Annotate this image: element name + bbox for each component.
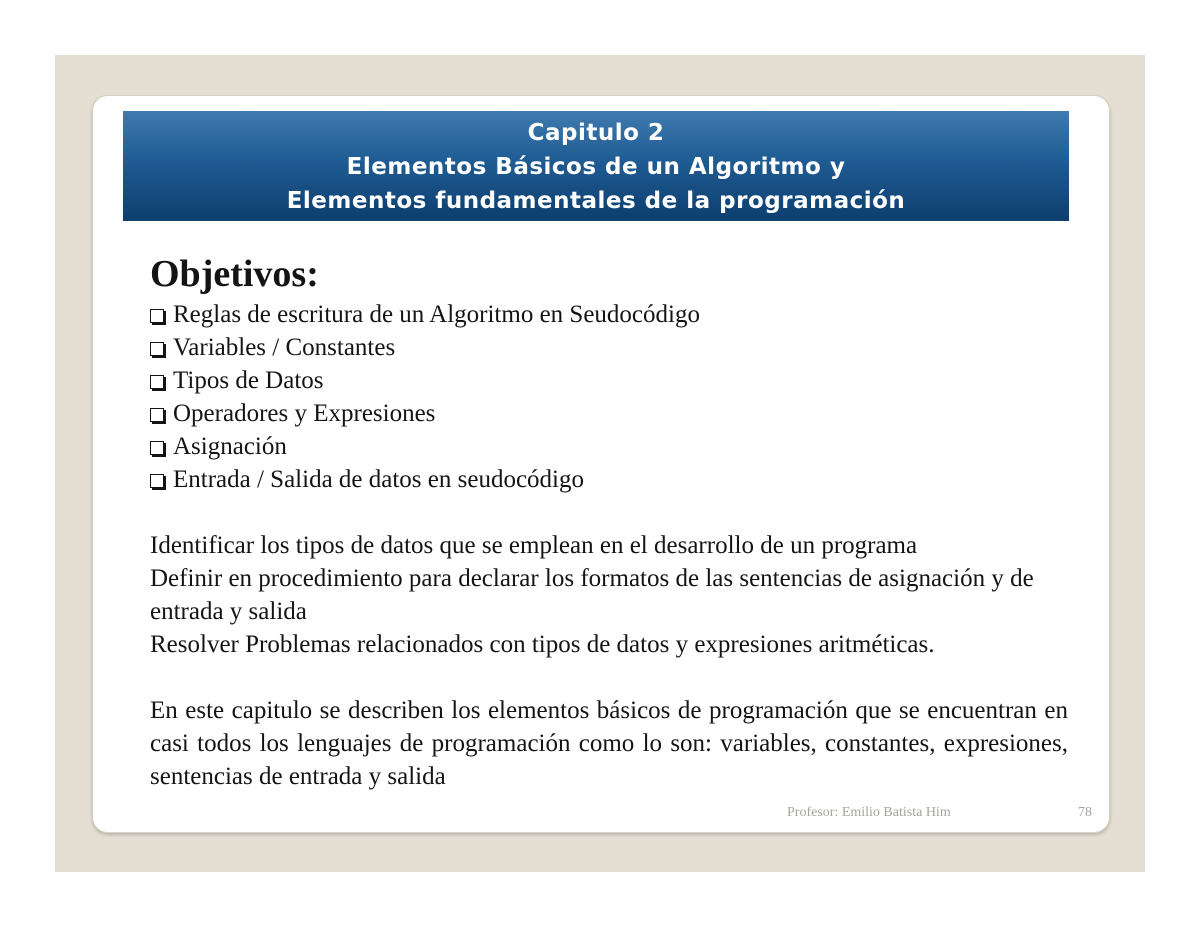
list-item: Asignación — [150, 430, 1068, 463]
checkbox-bullet-icon — [150, 342, 164, 356]
chapter-label: Capitulo 2 — [527, 120, 665, 146]
list-item: Variables / Constantes — [150, 331, 1068, 364]
chapter-title-line-1: Elementos Básicos de un Algoritmo y — [346, 154, 846, 180]
chapter-title-line-2: Elementos fundamentales de la programación — [286, 188, 906, 214]
goal-identify: Identificar los tipos de datos que se emplean en el desarrollo de un programa — [150, 532, 918, 559]
checkbox-bullet-icon — [150, 474, 164, 488]
objectives-list — [150, 298, 1068, 496]
page-number: 78 — [1078, 805, 1092, 820]
slide-title-banner — [123, 111, 1069, 221]
list-item: Tipos de Datos — [150, 364, 1068, 397]
checkbox-bullet-icon — [150, 441, 164, 455]
footer-author: Profesor: Emilio Batista Him — [787, 805, 951, 820]
checkbox-bullet-icon — [150, 309, 164, 323]
objectives-heading: Objetivos: — [150, 253, 319, 295]
list-item: Reglas de escritura de un Algoritmo en Seudocódigo — [150, 298, 1068, 331]
chapter-summary: En este capitulo se describen los elementos básicos de programación que se encuentran en casi todos los lenguajes de programación como lo son: variables, constantes, expresiones, sentencias de entrada y salida — [150, 697, 1068, 790]
list-item: Entrada / Salida de datos en seudocódigo — [150, 463, 1068, 496]
spacer — [150, 661, 1068, 694]
goal-define: Definir en procedimiento para declarar los formatos de las sentencias de asignación y de entrada y salida — [150, 565, 1034, 625]
checkbox-bullet-icon — [150, 375, 164, 389]
slide-content — [150, 250, 1068, 793]
list-item: Operadores y Expresiones — [150, 397, 1068, 430]
spacer — [150, 496, 1068, 529]
checkbox-bullet-icon — [150, 408, 164, 422]
goal-resolve: Resolver Problemas relacionados con tipos de datos y expresiones aritméticas. — [150, 631, 935, 658]
